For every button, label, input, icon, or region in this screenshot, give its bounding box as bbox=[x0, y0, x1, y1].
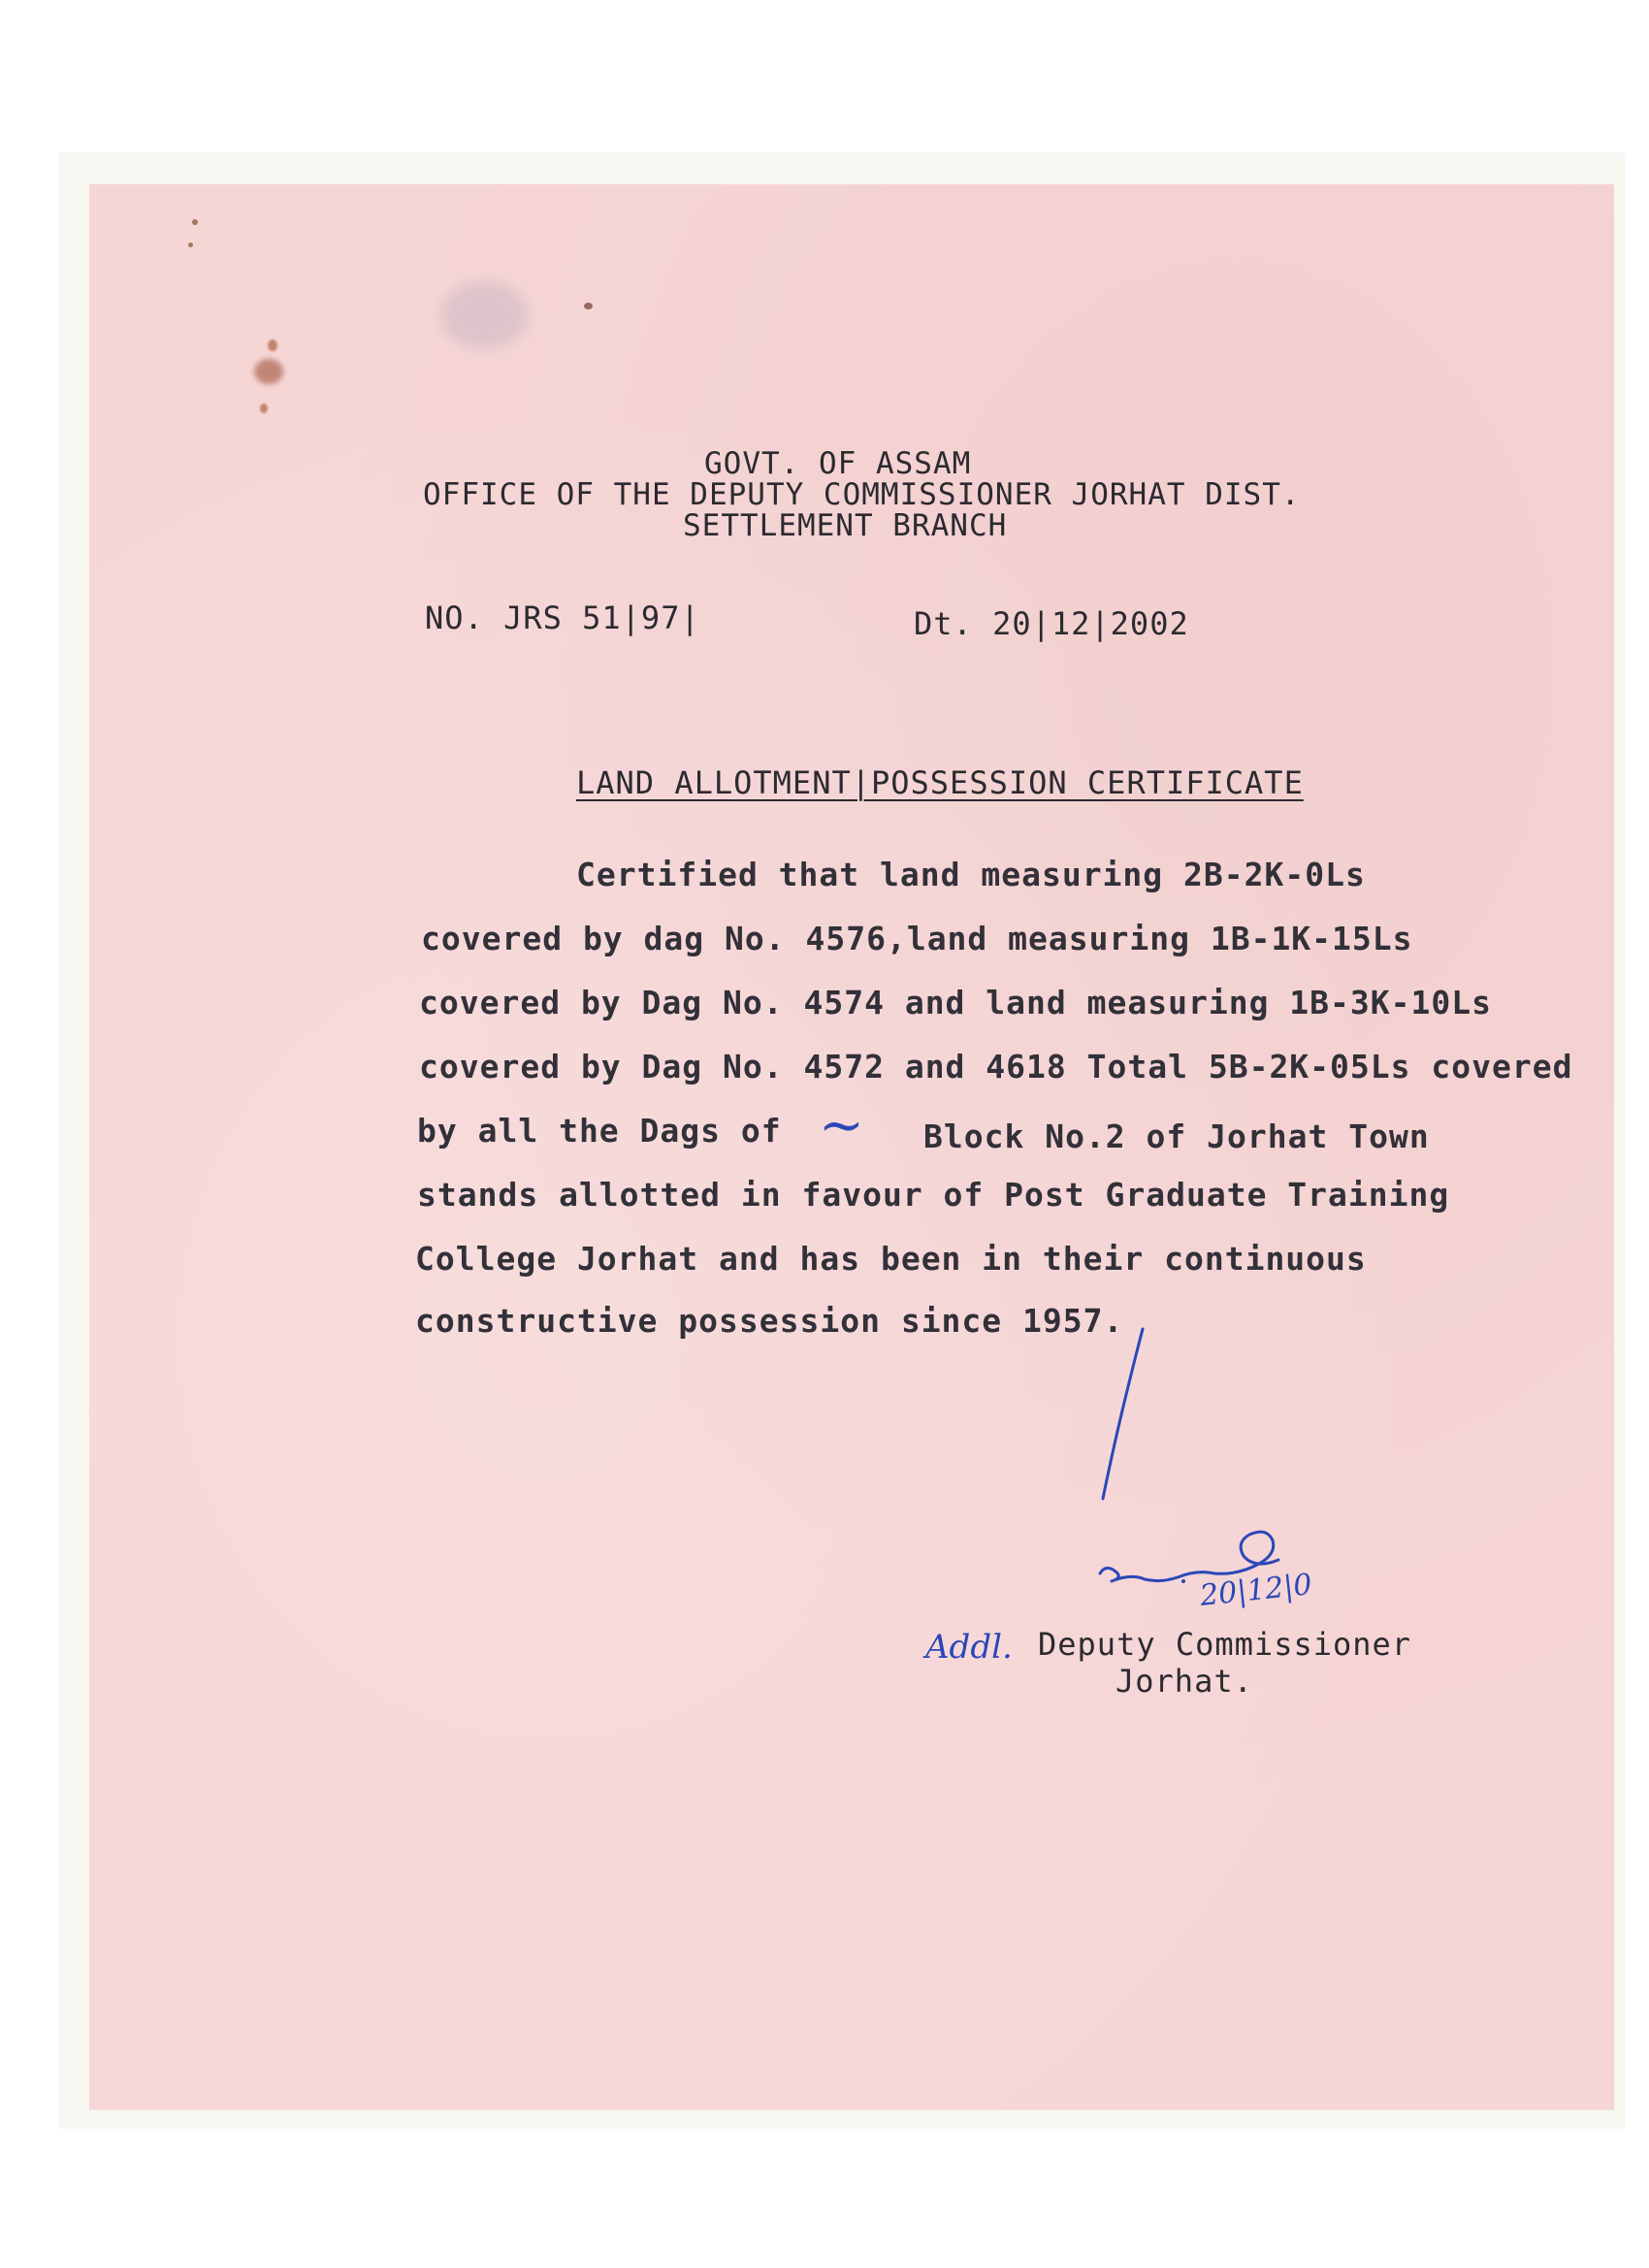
body-line: constructive possession since 1957. bbox=[415, 1302, 1124, 1340]
body-line: covered by Dag No. 4574 and land measuring 1B-3K-10Ls bbox=[419, 984, 1492, 1021]
handwritten-addl: Addl. bbox=[925, 1628, 1013, 1667]
pen-dot bbox=[1181, 1579, 1185, 1583]
body-line: Block No.2 of Jorhat Town bbox=[923, 1118, 1430, 1155]
signatory-place: Jorhat. bbox=[1116, 1663, 1253, 1700]
handwritten-tilde: ~ bbox=[819, 1094, 864, 1157]
body-line: College Jorhat and has been in their continuous bbox=[415, 1240, 1367, 1278]
body-line: stands allotted in favour of Post Graduate Training bbox=[417, 1176, 1450, 1214]
body-line: covered by dag No. 4576,land measuring 1B-1K-15Ls bbox=[421, 920, 1413, 957]
reference-date: Dt. 20|12|2002 bbox=[914, 605, 1189, 642]
body-line: covered by Dag No. 4572 and 4618 Total 5B-2K-05Ls covered bbox=[419, 1048, 1573, 1085]
reference-number: NO. JRS 51|97| bbox=[425, 599, 700, 636]
header-govt: GOVT. OF ASSAM bbox=[704, 446, 972, 481]
signatory-title: Deputy Commissioner bbox=[1038, 1626, 1412, 1663]
body-line: Certified that land measuring 2B-2K-0Ls bbox=[576, 856, 1366, 893]
pen-stroke bbox=[1103, 1329, 1143, 1499]
header-branch: SETTLEMENT BRANCH bbox=[683, 508, 1008, 543]
handwritten-marks bbox=[89, 184, 1614, 2110]
certificate-paper bbox=[89, 184, 1614, 2110]
certificate-title: LAND ALLOTMENT|POSSESSION CERTIFICATE bbox=[576, 764, 1304, 801]
signature-date: 20|12|0 bbox=[1198, 1568, 1314, 1613]
header-office: OFFICE OF THE DEPUTY COMMISSIONER JORHAT DIST. bbox=[423, 477, 1301, 512]
body-line: by all the Dags of bbox=[417, 1112, 782, 1150]
